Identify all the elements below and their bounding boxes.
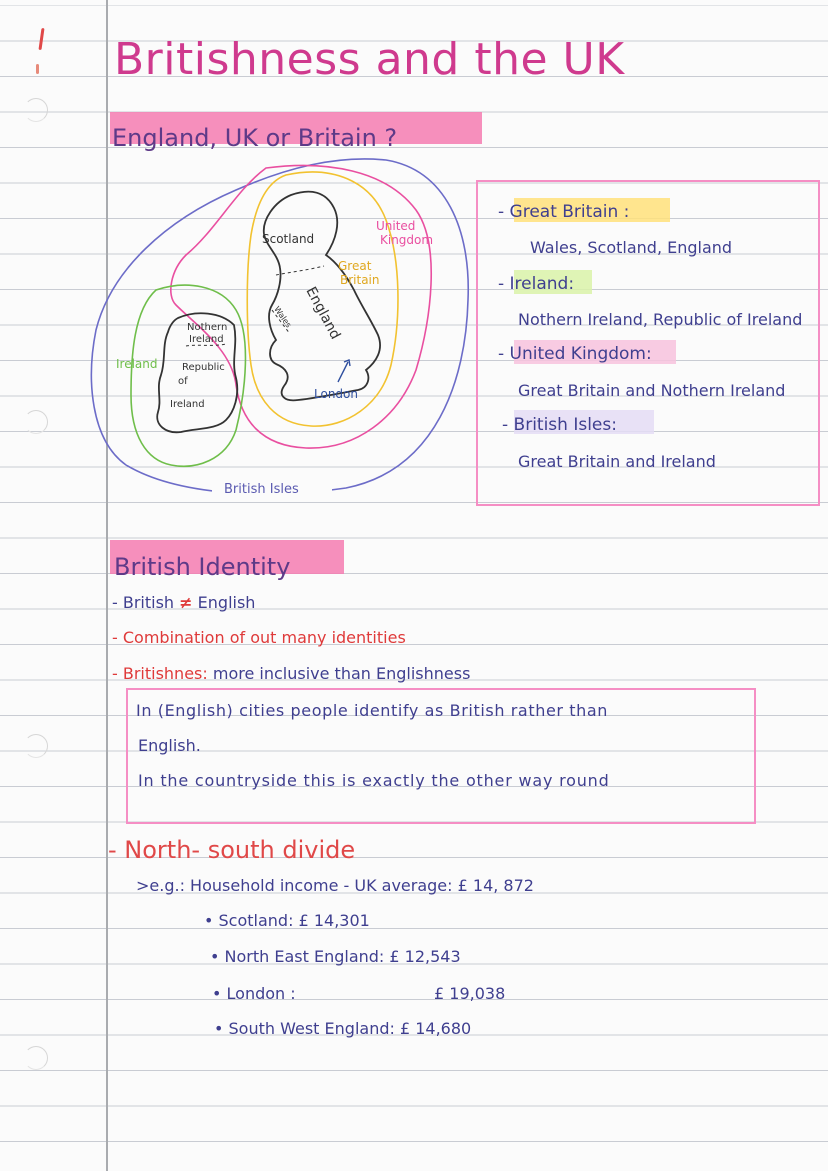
map-label-ireland: Ireland: [116, 357, 158, 371]
income-value-london: £ 19,038: [434, 984, 506, 1003]
income-item-north-east: • North East England: £ 12,543: [210, 947, 461, 966]
definition-ireland: Nothern Ireland, Republic of Ireland: [518, 310, 803, 329]
map-label-uk: Kingdom: [380, 233, 434, 247]
london-arrow: [338, 362, 348, 382]
section-heading-north-south: - North- south divide: [108, 836, 356, 864]
term-united-kingdom: - United Kingdom:: [498, 344, 652, 364]
map-label-republic: Republic: [182, 362, 225, 373]
not-equal-sign: ≠: [179, 593, 193, 612]
map-label-scotland: Scotland: [262, 232, 315, 246]
term-british-isles: - British Isles:: [502, 415, 617, 435]
map-label-london: London: [314, 387, 358, 401]
identity-bullet-2: - Combination of out many identities: [112, 628, 406, 647]
map-label-republic: Ireland: [170, 399, 205, 410]
map-label-british-isles: British Isles: [224, 482, 299, 497]
map-label-great-britain: Britain: [340, 273, 380, 287]
definition-united-kingdom: Great Britain and Nothern Ireland: [518, 381, 786, 400]
punch-hole: [24, 734, 48, 758]
map-label-republic: of: [178, 376, 188, 387]
uk-outline: [171, 165, 434, 448]
punch-hole: [24, 410, 48, 434]
bullet-text: more inclusive than Englishness: [212, 664, 471, 683]
income-intro: >e.g.: Household income - UK average: £ 14, 872: [136, 876, 534, 895]
scotland-border: [276, 266, 324, 275]
map-label-great-britain: Great: [338, 259, 372, 273]
term-great-britain: - Great Britain :: [498, 202, 630, 222]
british-isles-map: [86, 150, 486, 510]
map-label-uk: United: [376, 219, 416, 233]
bullet-text: - British: [112, 593, 175, 612]
map-label-northern-ireland: Nothern: [187, 322, 228, 333]
note-line-2: English.: [138, 736, 201, 755]
identity-bullet-3: [112, 666, 470, 682]
map-label-wales: Wales: [272, 304, 294, 330]
income-item-scotland: • Scotland: £ 14,301: [204, 911, 370, 930]
map-label-england: England: [302, 284, 344, 343]
pen-mark: [38, 28, 44, 50]
identity-bullet-1: [112, 595, 255, 611]
section-heading-identity: British Identity: [114, 553, 291, 581]
income-item-london: • London :: [212, 984, 296, 1003]
pen-mark: [36, 64, 39, 74]
punch-hole: [24, 1046, 48, 1070]
bullet-term: - Britishnes:: [112, 664, 208, 683]
income-item-south-west: • South West England: £ 14,680: [214, 1019, 472, 1038]
map-label-northern-ireland: Ireland: [189, 334, 224, 345]
note-line-3: In the countryside this is exactly the other way round: [138, 771, 610, 790]
punch-hole: [24, 98, 48, 122]
page-title: Britishness and the UK: [114, 34, 625, 85]
ireland-outline: [131, 285, 245, 466]
term-ireland: - Ireland:: [498, 274, 575, 294]
section-heading-countries: England, UK or Britain ?: [112, 124, 398, 152]
bullet-text: English: [197, 593, 256, 612]
definition-british-isles: Great Britain and Ireland: [518, 452, 716, 471]
note-line-1: In (English) cities people identify as British rather than: [136, 701, 609, 720]
definition-great-britain: Wales, Scotland, England: [530, 238, 733, 257]
